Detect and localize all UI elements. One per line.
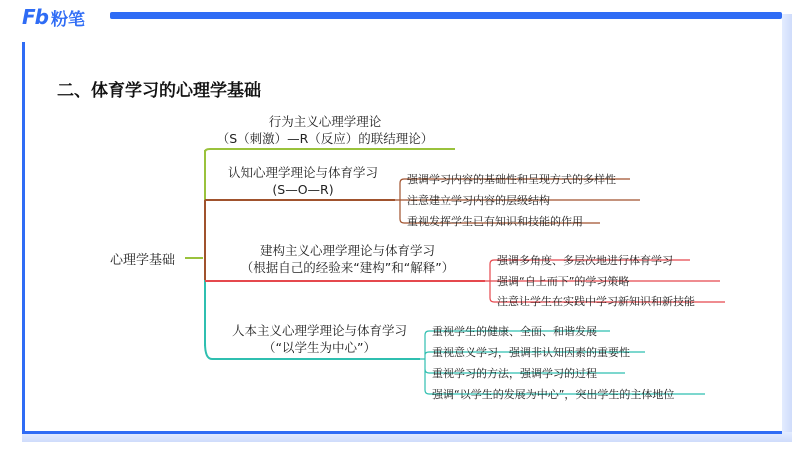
page-title: 二、体育学习的心理学基础 (57, 81, 261, 101)
branch-subtitle: （“以学生为中心”） (263, 340, 376, 355)
mindmap-root: 心理学基础 (110, 253, 176, 268)
leaf-item: 重视学习的方法，强调学习的过程 (432, 367, 597, 380)
branch-title: 人本主义心理学理论与体育学习 (231, 323, 407, 338)
leaf-bracket-4 (420, 331, 705, 394)
branch-subtitle: （S（刺激）—R（反应）的联结理论） (216, 131, 434, 146)
leaf-item: 注意让学生在实践中学习新知识和新技能 (497, 295, 695, 308)
leaf-item: 重视学生的健康、全面、和谐发展 (432, 325, 597, 338)
branch-constructivism (220, 242, 475, 276)
branch-subtitle: (S—O—R) (272, 182, 334, 197)
leaf-item: 强调多角度、多层次地进行体育学习 (497, 254, 673, 267)
leaf-item: 重视意义学习，强调非认知因素的重要性 (432, 346, 630, 359)
logo-icon: Fb (22, 5, 48, 29)
branch-humanism (222, 322, 417, 356)
logo-text: 粉笔 (50, 9, 85, 30)
leaf-item: 强调“以学生的发展为中心”，突出学生的主体地位 (432, 388, 675, 401)
branch-title: 认知心理学理论与体育学习 (227, 165, 378, 180)
branch-subtitle: （根据自己的经验来“建构”和“解释”） (240, 260, 455, 275)
branch-title: 建构主义心理学理论与体育学习 (259, 243, 435, 258)
leaf-item: 强调“自上而下”的学习策略 (497, 275, 630, 288)
branch-behaviorism (215, 113, 435, 147)
leaf-item: 强调学习内容的基础性和呈现方式的多样性 (407, 173, 616, 186)
branch-cognitivism (218, 164, 388, 198)
leaf-item: 重视发挥学生已有知识和技能的作用 (407, 215, 583, 228)
leaf-item: 注意建立学习内容的层级结构 (407, 194, 550, 207)
branch-title: 行为主义心理学理论 (268, 114, 382, 129)
branch-line-1 (205, 149, 455, 152)
